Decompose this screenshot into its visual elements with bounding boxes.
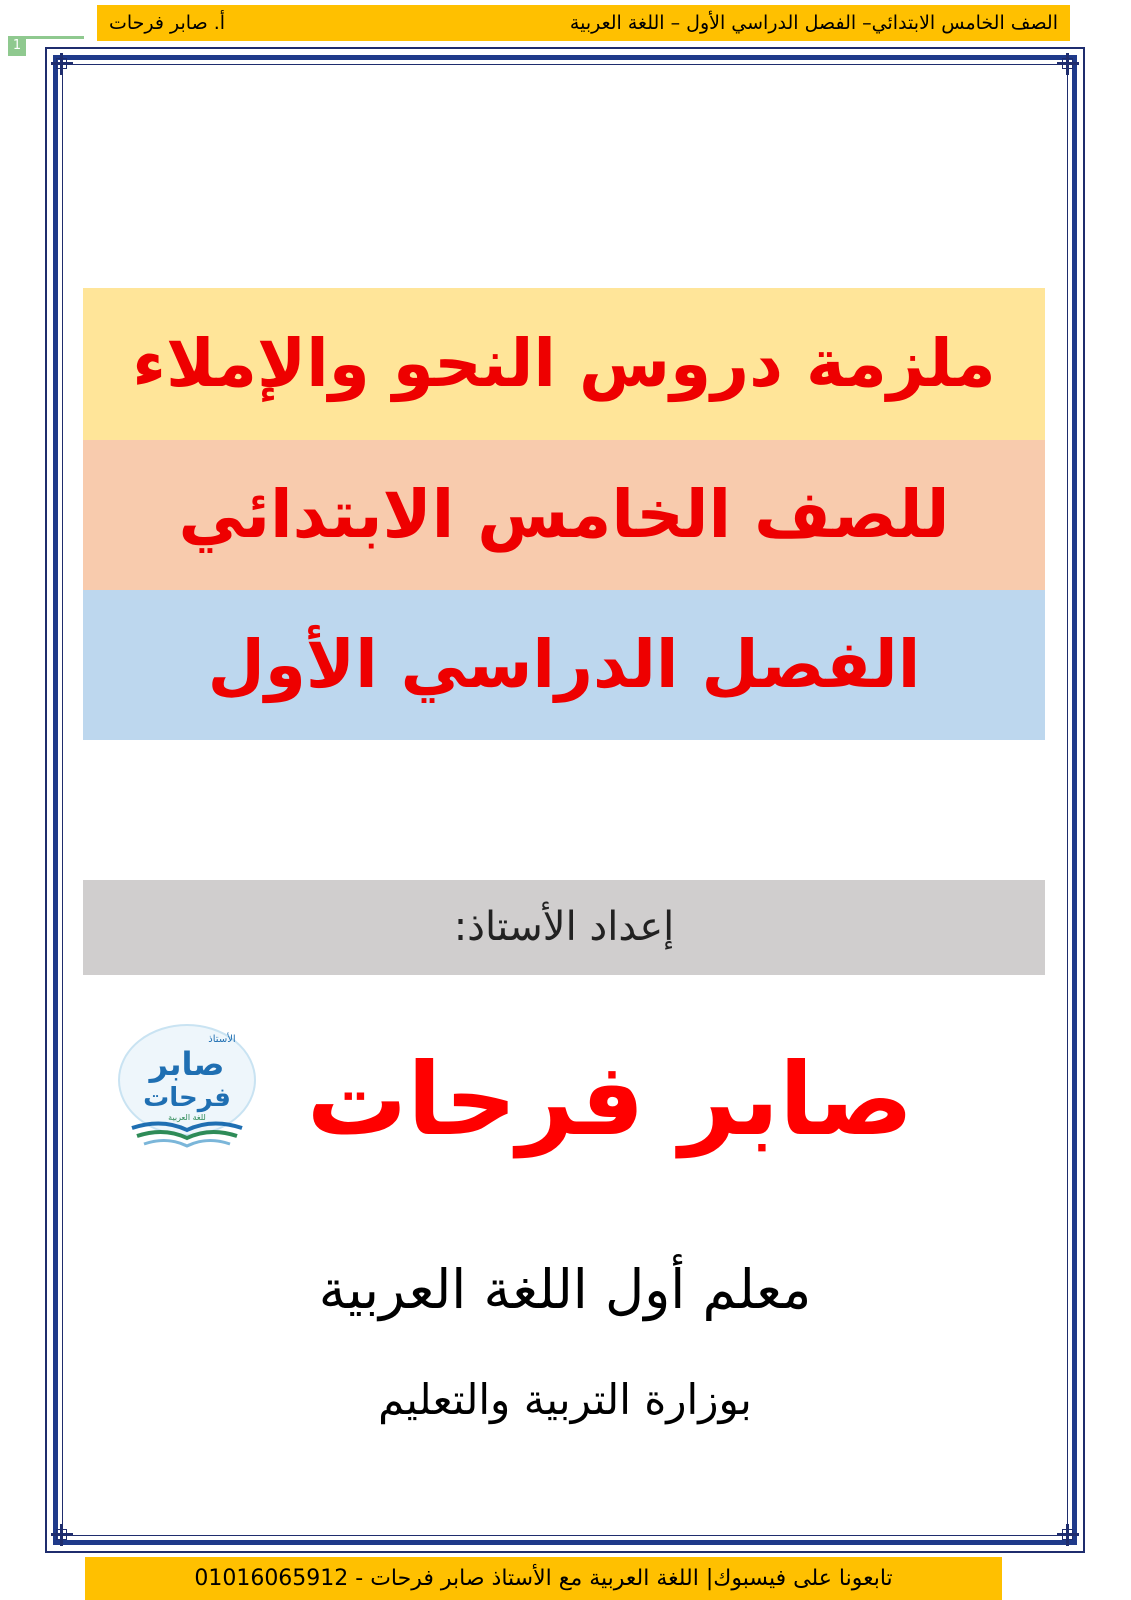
frame-corner-ornament (51, 1524, 73, 1546)
page-footer: تابعونا على فيسبوك| اللغة العربية مع الأستاذ صابر فرحات - 01016065912 (85, 1557, 1002, 1600)
header-course-info: الصف الخامس الابتدائي– الفصل الدراسي الأول – اللغة العربية (569, 12, 1058, 34)
logo-name-line2: فرحات (143, 1083, 231, 1113)
logo-subtitle: للغة العربية (168, 1113, 206, 1122)
title-line-1: ملزمة دروس النحو والإملاء (83, 288, 1045, 440)
prepared-by-label: إعداد الأستاذ: (83, 880, 1045, 975)
page-number-line (26, 36, 84, 39)
ministry-line: بوزارة التربية والتعليم (378, 1375, 752, 1424)
author-logo (112, 1020, 262, 1155)
author-name: صابر فرحات (306, 1041, 914, 1158)
logo-label-small: الأستاذ (208, 1034, 236, 1045)
page-number: 1 (8, 36, 26, 56)
logo-icon (112, 1020, 262, 1155)
logo-name-line1: صابر (149, 1045, 225, 1083)
frame-corner-ornament (51, 53, 73, 75)
title-line-3: الفصل الدراسي الأول (83, 590, 1045, 740)
frame-corner-ornament (1057, 1524, 1079, 1546)
header-author: أ. صابر فرحات (109, 12, 226, 34)
teacher-title: معلم أول اللغة العربية (318, 1258, 812, 1321)
page-header (97, 5, 1070, 41)
frame-corner-ornament (1057, 53, 1079, 75)
title-line-2: للصف الخامس الابتدائي (83, 440, 1045, 590)
